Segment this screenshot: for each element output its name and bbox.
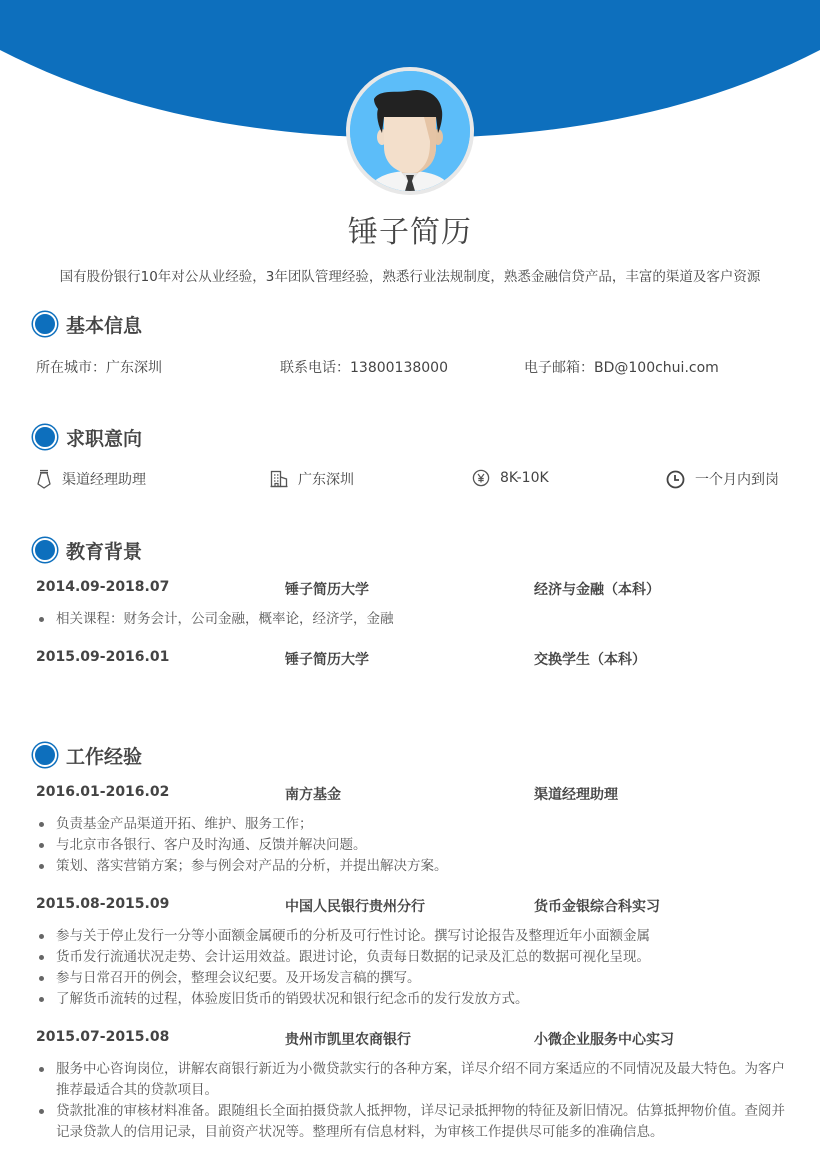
work-entry-header — [36, 896, 796, 916]
education-school: 锤子简历大学 — [285, 582, 369, 598]
list-item: 与北京市各银行、客户及时沟通、反馈并解决问题。 — [36, 835, 788, 856]
list-item: 负责基金产品渠道开拓、维护、服务工作； — [36, 814, 788, 835]
list-item: 货币发行流通状况走势、会计运用效益。跟进讨论，负责每日数据的记录及汇总的数据可视化呈现。 — [36, 947, 788, 968]
list-item: 服务中心咨询岗位，讲解农商银行新近为小微贷款实行的各种方案，详尽介绍不同方案适应的不同情况及最大特色。为客户推荐最适合其的贷款项目。 — [36, 1059, 788, 1101]
tie-icon — [36, 469, 52, 489]
work-period: 2016.01-2016.02 — [36, 784, 170, 800]
email-field: 电子邮箱：BD@100chui.com — [524, 360, 719, 376]
intent-availability — [666, 469, 779, 489]
section-marker-icon — [33, 425, 57, 449]
section-title: 工作经验 — [66, 745, 143, 768]
work-position: 渠道经理助理 — [534, 787, 618, 803]
section-basic-info — [33, 310, 142, 338]
work-entry-header — [36, 1029, 796, 1049]
intent-position — [36, 469, 146, 489]
education-major: 交换学生（本科） — [534, 652, 646, 668]
work-position: 小微企业服务中心实习 — [534, 1032, 674, 1048]
work-bullets — [36, 926, 788, 1010]
work-company: 南方基金 — [285, 787, 341, 803]
job-intent-row — [36, 469, 796, 491]
education-period: 2014.09-2018.07 — [36, 579, 170, 595]
education-school: 锤子简历大学 — [285, 652, 369, 668]
section-education — [33, 536, 142, 564]
section-marker-icon — [33, 743, 57, 767]
list-item: 贷款批准的审核材料准备。跟随组长全面拍摄贷款人抵押物，详尽记录抵押物的特征及新旧情况。估算抵押物价值。查阅并记录贷款人的信用记录，目前资产状况等。整理所有信息材料，为审核工作提供尽可能多的准确信息。 — [36, 1101, 788, 1143]
work-period: 2015.07-2015.08 — [36, 1029, 170, 1045]
section-title: 求职意向 — [66, 427, 143, 450]
work-position: 货币金银综合科实习 — [534, 899, 660, 915]
work-bullets — [36, 1059, 788, 1143]
list-item: 相关课程：财务会计，公司金融，概率论，经济学，金融 — [36, 609, 788, 630]
work-period: 2015.08-2015.09 — [36, 896, 170, 912]
section-title: 教育背景 — [66, 540, 143, 563]
education-entry-header — [36, 649, 796, 669]
section-marker-icon — [33, 538, 57, 562]
education-period: 2015.09-2016.01 — [36, 649, 170, 665]
intent-salary — [472, 469, 549, 487]
list-item: 参与关于停止发行一分等小面额金属硬币的分析及可行性讨论。撰写讨论报告及整理近年小面额金属 — [36, 926, 788, 947]
list-item: 了解货币流转的过程，体验废旧货币的销毁状况和银行纪念币的发行发放方式。 — [36, 989, 788, 1010]
education-bullets — [36, 609, 788, 630]
basic-info-row — [36, 357, 796, 377]
list-item: 参与日常召开的例会，整理会议纪要。及开场发言稿的撰写。 — [36, 968, 788, 989]
section-marker-icon — [33, 312, 57, 336]
intent-salary-text: 8K-10K — [500, 470, 549, 486]
phone-field: 联系电话：13800138000 — [280, 360, 448, 376]
profile-summary: 国有股份银行10年对公从业经验，3年团队管理经验，熟悉行业法规制度，熟悉金融信贷产品，丰富的渠道及客户资源 — [59, 269, 761, 285]
intent-city — [270, 469, 354, 489]
avatar — [346, 67, 474, 195]
education-major: 经济与金融（本科） — [534, 582, 660, 598]
yuan-icon — [472, 469, 490, 487]
city-field: 所在城市：广东深圳 — [36, 360, 162, 376]
section-title: 基本信息 — [66, 314, 143, 337]
section-job-intent — [33, 423, 142, 451]
intent-position-text: 渠道经理助理 — [62, 472, 146, 488]
building-icon — [270, 470, 288, 488]
work-entry-header — [36, 784, 796, 804]
work-bullets — [36, 814, 788, 877]
work-company: 中国人民银行贵州分行 — [285, 899, 425, 915]
section-work-experience — [33, 741, 142, 769]
list-item: 策划、落实营销方案；参与例会对产品的分析，并提出解决方案。 — [36, 856, 788, 877]
intent-availability-text: 一个月内到岗 — [695, 472, 779, 488]
work-company: 贵州市凯里农商银行 — [285, 1032, 411, 1048]
education-entry-header — [36, 579, 796, 599]
intent-city-text: 广东深圳 — [298, 472, 354, 488]
clock-icon — [666, 470, 685, 489]
avatar-illustration — [350, 71, 470, 191]
resume-name: 锤子简历 — [348, 215, 472, 250]
